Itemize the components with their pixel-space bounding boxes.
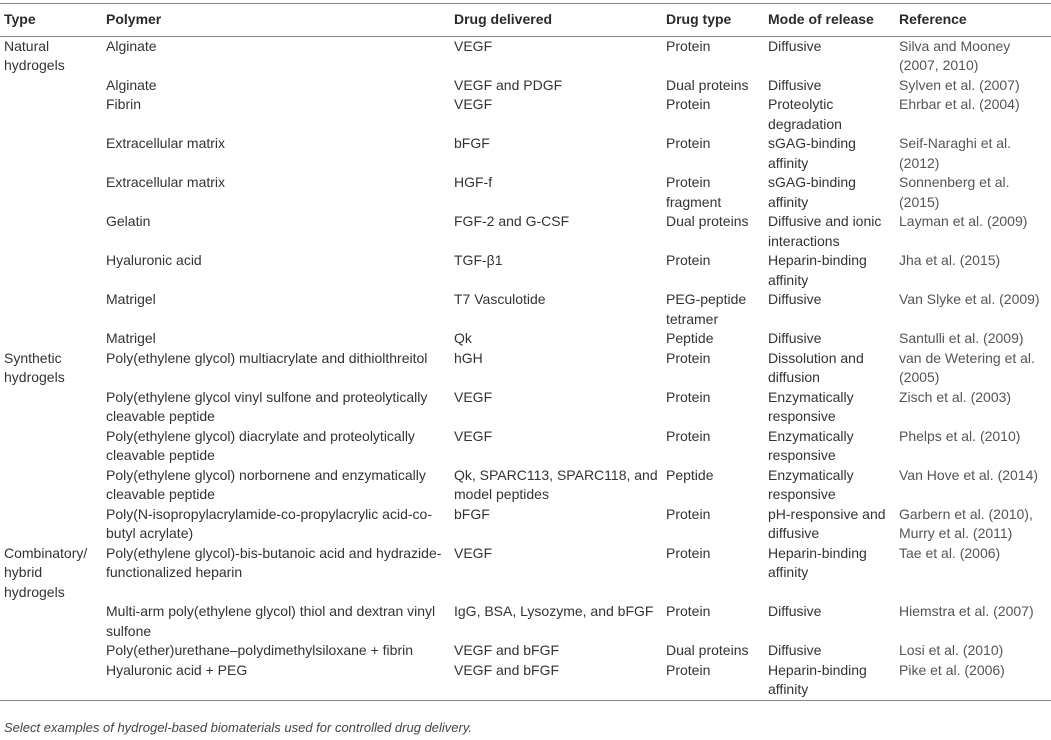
cell-drug-type: Protein <box>666 37 711 54</box>
cell-type <box>0 95 106 134</box>
cell-mode: Diffusive <box>768 76 822 93</box>
table-row <box>0 212 1051 251</box>
cell-mode: pH-responsive and diffusive <box>768 505 886 541</box>
cell-drug: VEGF and PDGF <box>454 76 563 93</box>
cell-drug: bFGF <box>454 135 490 151</box>
cell-mode: Heparin-binding affinity <box>768 544 867 580</box>
table-row <box>0 290 1051 329</box>
cell-polymer: Poly(N-isopropylacrylamide-co-propylacrylic acid-co-butyl acrylate) <box>106 505 432 541</box>
cell-reference: Layman et al. (2009) <box>899 213 1028 229</box>
cell-type <box>0 661 106 701</box>
cell-drug: IgG, BSA, Lysozyme, and bFGF <box>454 603 654 619</box>
cell-reference: van de Wetering et al. (2005) <box>899 349 1035 385</box>
cell-mode: Diffusive <box>768 37 822 54</box>
cell-type: Synthetic hydrogels <box>4 349 65 385</box>
cell-type <box>0 427 106 466</box>
cell-drug: VEGF and bFGF <box>454 661 560 678</box>
table-row <box>0 661 1051 701</box>
cell-drug-type: Protein <box>666 252 711 268</box>
cell-drug: TGF-β1 <box>454 252 503 268</box>
cell-mode: sGAG-binding affinity <box>768 135 856 171</box>
cell-polymer: Hyaluronic acid + PEG <box>106 661 248 678</box>
cell-polymer: Matrigel <box>106 330 156 346</box>
cell-polymer: Alginate <box>106 37 157 54</box>
cell-polymer: Poly(ethylene glycol) diacrylate and proteolytically cleavable peptide <box>106 427 415 463</box>
cell-reference: Hiemstra et al. (2007) <box>899 603 1034 619</box>
cell-drug-type: Protein <box>666 135 711 151</box>
cell-drug: VEGF <box>454 37 493 54</box>
cell-mode: Proteolytic degradation <box>768 96 842 132</box>
cell-drug-type: Protein <box>666 388 711 405</box>
table-row <box>0 641 1051 661</box>
cell-drug-type: Protein <box>666 427 711 444</box>
cell-polymer: Poly(ether)urethane–polydimethylsiloxane + fibrin <box>106 642 414 658</box>
table-row <box>0 76 1051 96</box>
cell-drug-type: Protein <box>666 96 711 112</box>
cell-type: Natural hydrogels <box>4 37 65 73</box>
cell-type <box>0 505 106 544</box>
header-polymer: Polymer <box>106 11 162 27</box>
cell-drug-type: Protein <box>666 661 711 678</box>
cell-drug: HGF-f <box>454 174 493 190</box>
cell-reference: Sonnenberg et al. (2015) <box>899 174 1010 210</box>
cell-mode: Heparin-binding affinity <box>768 661 867 697</box>
cell-drug-type: Protein <box>666 544 711 561</box>
table-row <box>0 251 1051 290</box>
cell-drug-type: Protein <box>666 349 711 366</box>
cell-drug-type: Dual proteins <box>666 642 749 658</box>
cell-polymer: Poly(ethylene glycol) norbornene and enzymatically cleavable peptide <box>106 466 426 502</box>
cell-reference: Jha et al. (2015) <box>899 252 1001 268</box>
cell-drug: hGH <box>454 349 483 366</box>
cell-drug: T7 Vasculotide <box>454 291 546 307</box>
cell-mode: Diffusive <box>768 603 822 619</box>
cell-mode: Dissolution and diffusion <box>768 349 864 385</box>
cell-drug: VEGF <box>454 388 493 405</box>
cell-drug: VEGF <box>454 96 493 112</box>
cell-type <box>0 173 106 212</box>
cell-reference: Ehrbar et al. (2004) <box>899 96 1020 112</box>
cell-reference: Tae et al. (2006) <box>899 544 1001 561</box>
cell-reference: Sylven et al. (2007) <box>899 76 1020 93</box>
cell-reference: Santulli et al. (2009) <box>899 330 1024 346</box>
cell-reference: Van Slyke et al. (2009) <box>899 291 1040 307</box>
cell-drug-type: Protein fragment <box>666 174 722 210</box>
table-caption: Select examples of hydrogel-based biomaterials used for controlled drug delivery. <box>4 720 473 735</box>
cell-reference: Phelps et al. (2010) <box>899 427 1021 444</box>
cell-polymer: Poly(ethylene glycol)-bis-butanoic acid and hydrazide-functionalized heparin <box>106 544 442 580</box>
cell-type <box>0 466 106 505</box>
cell-mode: Diffusive <box>768 291 822 307</box>
cell-polymer: Multi-arm poly(ethylene glycol) thiol and dextran vinyl sulfone <box>106 603 436 639</box>
table-row <box>0 134 1051 173</box>
cell-type: Combinatory/ hybrid hydrogels <box>4 544 88 600</box>
header-mode-of-release: Mode of release <box>768 11 874 27</box>
cell-polymer: Poly(ethylene glycol vinyl sulfone and proteolytically cleavable peptide <box>106 388 428 424</box>
header-type: Type <box>4 11 36 27</box>
cell-drug: VEGF <box>454 427 493 444</box>
cell-reference: Pike et al. (2006) <box>899 661 1005 678</box>
cell-drug: FGF-2 and G-CSF <box>454 213 570 229</box>
cell-mode: Enzymatically responsive <box>768 466 854 502</box>
cell-drug-type: Dual proteins <box>666 76 749 93</box>
cell-reference: Silva and Mooney (2007, 2010) <box>899 37 1011 73</box>
cell-reference: Seif-Naraghi et al. (2012) <box>899 135 1012 171</box>
cell-type <box>0 641 106 661</box>
cell-polymer: Matrigel <box>106 291 156 307</box>
cell-mode: sGAG-binding affinity <box>768 174 856 210</box>
cell-mode: Diffusive <box>768 642 822 658</box>
cell-polymer: Extracellular matrix <box>106 135 226 151</box>
header-row <box>0 4 1051 37</box>
header-drug-type: Drug type <box>666 11 732 27</box>
table-row <box>0 173 1051 212</box>
cell-reference: Garbern et al. (2010), Murry et al. (2011) <box>899 505 1033 541</box>
header-drug-delivered: Drug delivered <box>454 11 553 27</box>
cell-mode: Enzymatically responsive <box>768 388 854 424</box>
table-row <box>0 505 1051 544</box>
cell-type <box>0 76 106 96</box>
table-row <box>0 36 1051 76</box>
cell-drug-type: Peptide <box>666 330 714 346</box>
cell-polymer: Gelatin <box>106 213 151 229</box>
cell-drug-type: Dual proteins <box>666 213 749 229</box>
hydrogel-table <box>0 3 1051 701</box>
cell-type <box>0 329 106 349</box>
table-row <box>0 466 1051 505</box>
table-row <box>0 544 1051 603</box>
cell-mode: Enzymatically responsive <box>768 427 854 463</box>
table-row <box>0 95 1051 134</box>
cell-reference: Van Hove et al. (2014) <box>899 466 1039 483</box>
cell-drug: VEGF <box>454 544 493 561</box>
cell-type <box>0 251 106 290</box>
cell-polymer: Extracellular matrix <box>106 174 226 190</box>
cell-polymer: Hyaluronic acid <box>106 252 202 268</box>
cell-reference: Zisch et al. (2003) <box>899 388 1012 405</box>
cell-polymer: Fibrin <box>106 96 142 112</box>
table-row <box>0 349 1051 388</box>
table-row <box>0 427 1051 466</box>
table-row <box>0 388 1051 427</box>
cell-mode: Heparin-binding affinity <box>768 252 867 288</box>
cell-drug-type: Peptide <box>666 466 714 483</box>
header-reference: Reference <box>899 11 967 27</box>
cell-drug: Qk <box>454 330 472 346</box>
cell-type <box>0 388 106 427</box>
cell-drug: VEGF and bFGF <box>454 642 560 658</box>
cell-mode: Diffusive and ionic interactions <box>768 213 882 249</box>
cell-drug-type: Protein <box>666 505 711 522</box>
cell-polymer: Alginate <box>106 76 157 93</box>
cell-drug-type: Protein <box>666 603 711 619</box>
cell-drug: Qk, SPARC113, SPARC118, and model peptides <box>454 466 658 502</box>
cell-type <box>0 602 106 641</box>
cell-polymer: Poly(ethylene glycol) multiacrylate and dithiolthreitol <box>106 349 428 366</box>
cell-drug-type: PEG-peptide tetramer <box>666 291 747 327</box>
table-row <box>0 602 1051 641</box>
cell-mode: Diffusive <box>768 330 822 346</box>
cell-type <box>0 134 106 173</box>
cell-type <box>0 290 106 329</box>
table-body <box>0 36 1051 700</box>
cell-type <box>0 212 106 251</box>
table-row <box>0 329 1051 349</box>
cell-drug: bFGF <box>454 505 490 522</box>
cell-reference: Losi et al. (2010) <box>899 642 1004 658</box>
